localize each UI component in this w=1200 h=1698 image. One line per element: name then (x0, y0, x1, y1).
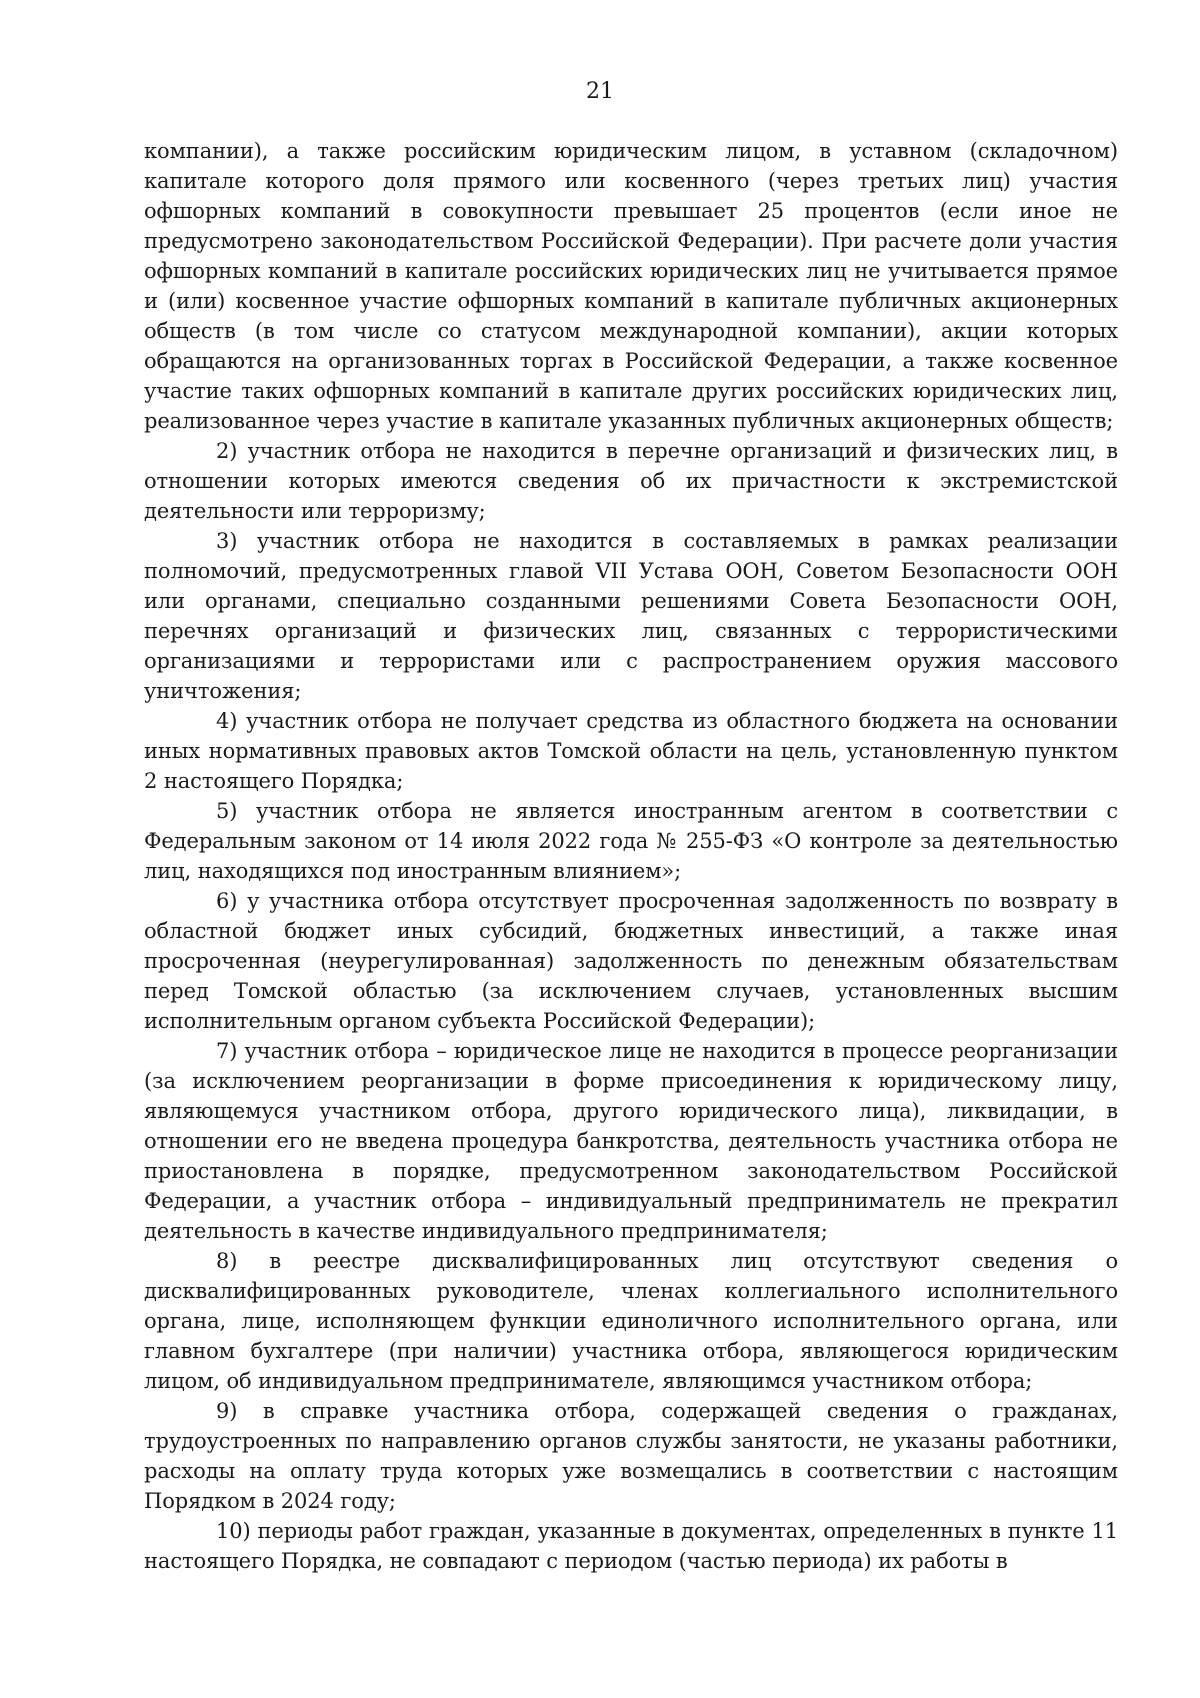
paragraph-item-8: 8) в реестре дисквалифицированных лиц отсутствуют сведения о дисквалифицированных руководителе, членах коллегиального исполнительного органа, лице, исполняющем функции единоличного исполнительного органа, или главном бухгалтере (при наличии) участника отбора, являющегося юридическим лицом, об индивидуальном предпринимателе, являющимся участником отбора; (144, 1249, 1118, 1393)
paragraph-item-10: 10) периоды работ граждан, указанные в документах, определенных в пункте 11 настоящего Порядка, не совпадают с периодом (частью периода) их работы в (144, 1519, 1118, 1573)
paragraph-item-2: 2) участник отбора не находится в перечне организаций и физических лиц, в отношении которых имеются сведения об их причастности к экстремистской деятельности или терроризму; (144, 439, 1118, 523)
paragraph-item-4: 4) участник отбора не получает средства из областного бюджета на основании иных нормативных правовых актов Томской области на цель, установленную пунктом 2 настоящего Порядка; (144, 709, 1118, 793)
paragraph-item-7: 7) участник отбора – юридическое лице не находится в процессе реорганизации (за исключением реорганизации в форме присоединения к юридическому лицу, являющемуся участником отбора, другого юридического лица), ликвидации, в отношении его не введена процедура банкротства, деятельность участника отбора не приостановлена в порядке, предусмотренном законодательством Российской Федерации, а участник отбора – индивидуальный предприниматель не прекратил деятельность в качестве индивидуального предпринимателя; (144, 1039, 1118, 1243)
paragraph-item-5: 5) участник отбора не является иностранным агентом в соответствии с Федеральным законом от 14 июля 2022 года № 255-ФЗ «О контроле за деятельностью лиц, находящихся под иностранным влиянием»; (144, 799, 1118, 883)
paragraph-item-9: 9) в справке участника отбора, содержащей сведения о гражданах, трудоустроенных по направлению органов службы занятости, не указаны работники, расходы на оплату труда которых уже возмещались в соответствии с настоящим Порядком в 2024 году; (144, 1399, 1118, 1513)
paragraph-item-6: 6) у участника отбора отсутствует просроченная задолженность по возврату в областной бюджет иных субсидий, бюджетных инвестиций, а также иная просроченная (неурегулированная) задолженность по денежным обязательствам перед Томской областью (за исключением случаев, установленных высшим исполнительным органом субъекта Российской Федерации); (144, 889, 1118, 1033)
paragraph-continuation: компании), а также российским юридическим лицом, в уставном (складочном) капитале которого доля прямого или косвенного (через третьих лиц) участия офшорных компаний в совокупности превышает 25 процентов (если иное не предусмотрено законодательством Российской Федерации). При расчете доли участия офшорных компаний в капитале российских юридических лиц не учитывается прямое и (или) косвенное участие офшорных компаний в капитале публичных акционерных обществ (в том числе со статусом международной компании), акции которых обращаются на организованных торгах в Российской Федерации, а также косвенное участие таких офшорных компаний в капитале других российских юридических лиц, реализованное через участие в капитале указанных публичных акционерных обществ; (144, 139, 1118, 433)
page-number: 21 (586, 79, 614, 104)
document-body (144, 136, 1118, 1576)
paragraph-item-3: 3) участник отбора не находится в составляемых в рамках реализации полномочий, предусмотренных главой VII Устава ООН, Советом Безопасности ООН или органами, специально созданными решениями Совета Безопасности ООН, перечнях организаций и физических лиц, связанных с террористическими организациями и террористами или с распространением оружия массового уничтожения; (144, 529, 1118, 703)
